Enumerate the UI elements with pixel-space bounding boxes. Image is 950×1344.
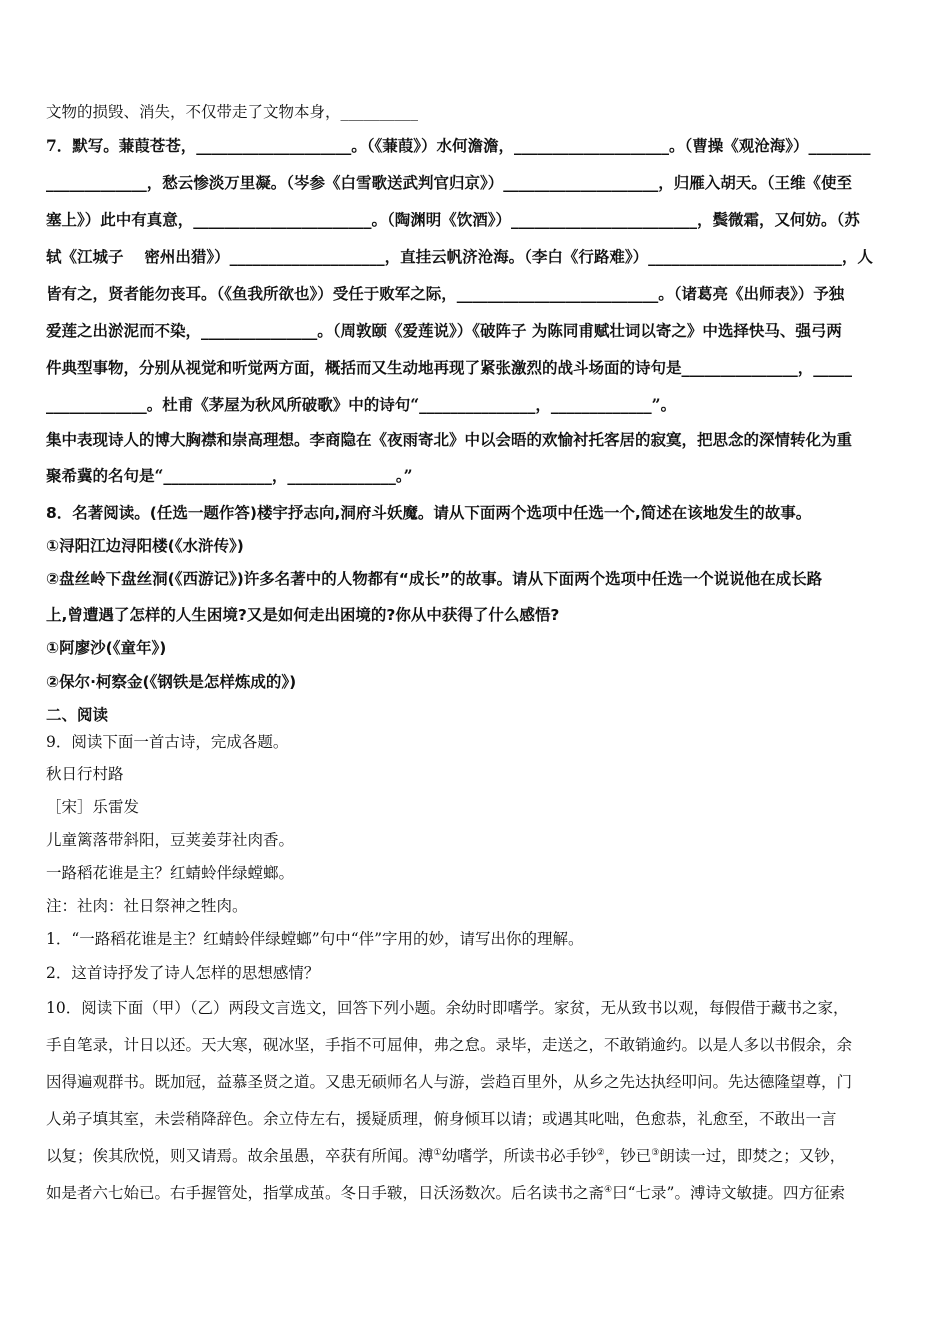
- question-7-line: 集中表现诗人的博大胸襟和崇高理想。李商隐在《夜雨寄北》中以会晤的欢愉衬托客居的寂寞，把思念的深情转化为重: [46, 430, 853, 449]
- question-7-line: 件典型事物，分别从视觉和听觉两方面，概括而又生动地再现了紧张激烈的战斗场面的诗句是_______________，_____: [46, 358, 853, 377]
- question-9-line: 9．阅读下面一首古诗，完成各题。: [46, 733, 289, 751]
- question-7-line: 聚希冀的名句是“______________，______________。”: [46, 466, 413, 485]
- passage-text: 如是者六七始已。右手握管处，指掌成茧。冬日手皲，日沃汤数次。后名读书之斋: [46, 1184, 605, 1202]
- section-heading: 二、阅读: [46, 706, 109, 724]
- passage-line: 因得遍观群书。既加冠，益慕圣贤之道。又患无硕师名人与游，尝趋百里外，从乡之先达执经叩问。先达德隆望尊，门: [46, 1073, 853, 1091]
- passage-text: 曰“七录”。溥诗文敏捷。四方征索: [612, 1184, 845, 1202]
- footnote-mark: ①: [433, 1147, 442, 1158]
- question-7-line: _____________。杜甫《茅屋为秋风所破歌》中的诗句“_______________，_____________”。: [46, 395, 677, 414]
- question-8-line: 上,曾遭遇了怎样的人生困境?又是如何走出困境的?你从中获得了什么感悟?: [46, 606, 560, 624]
- footnote-mark: ④: [604, 1184, 613, 1195]
- footnote-mark: ③: [651, 1147, 660, 1158]
- text-line: 文物的损毁、消失，不仅带走了文物本身，__________: [46, 103, 419, 121]
- question-8-option: ①浔阳江边浔阳楼(《水浒传》): [46, 537, 244, 555]
- poem-title: 秋日行村路: [46, 765, 124, 783]
- question-10-line: 10．阅读下面（甲）（乙）两段文言选文，回答下列小题。余幼时即嗜学。家贫，无从致书以观，每假借于藏书之家，: [46, 999, 849, 1017]
- question-8-line: 8．名著阅读。(任选一题作答)楼宇抒志向,洞府斗妖魔。请从下面两个选项中任选一个,简述在该地发生的故事。: [46, 504, 812, 522]
- question-7-line: 皆有之，贤者能勿丧耳。（《鱼我所欲也》）受任于败军之际，__________________________。（诸葛亮《出师表》）予独: [46, 284, 845, 303]
- passage-line: 人弟子填其室，未尝稍降辞色。余立侍左右，援疑质理，俯身倾耳以请；或遇其叱咄，色愈恭，礼愈至，不敢出一言: [46, 1110, 837, 1128]
- question-9-sub: 2．这首诗抒发了诗人怎样的思想感情？: [46, 964, 320, 982]
- poem-line: 儿童篱落带斜阳，豆荚姜芽社肉香。: [46, 831, 295, 849]
- question-7-line: 7．默写。蒹葭苍苍，____________________。（《蒹葭》）水何澹澹，____________________。（曹操《观沧海》）________: [46, 136, 871, 155]
- question-7-line: 轼《江城子 密州出猎》）____________________，直挂云帆济沧海。（李白《行路难》）_________________________，人: [46, 247, 873, 266]
- passage-text: 幼嗜学，所读书必手钞: [441, 1147, 597, 1165]
- question-7-line: 爱莲之出淤泥而不染，_______________。（周敦颐《爱莲说》）《破阵子 为陈同甫赋壮词以寄之》中选择快马、强弓两: [46, 321, 842, 340]
- passage-line: [46, 1146, 906, 1166]
- question-8-option: ①阿廖沙(《童年》): [46, 639, 167, 657]
- passage-line: 手自笔录，计日以还。天大寒，砚冰坚，手指不可屈伸，弗之怠。录毕，走送之，不敢销逾约。以是人多以书假余，余: [46, 1036, 853, 1054]
- footnote-mark: ②: [596, 1147, 605, 1158]
- poem-note: 注：社肉：社日祭神之牲肉。: [46, 897, 248, 915]
- question-8-option: ②盘丝岭下盘丝洞(《西游记》)许多名著中的人物都有“成长”的故事。请从下面两个选项中任选一个说说他在成长路: [46, 570, 823, 588]
- poem-line: 一路稻花谁是主？红蜻蛉伴绿螳螂。: [46, 864, 295, 882]
- passage-line: [46, 1183, 906, 1203]
- passage-text: 朗读一过，即焚之；又钞，: [659, 1147, 846, 1165]
- question-8-option: ②保尔·柯察金(《钢铁是怎样炼成的》): [46, 673, 297, 691]
- poem-author: ［宋］乐雷发: [46, 798, 140, 816]
- passage-text: ，钞已: [604, 1147, 652, 1165]
- question-9-sub: 1．“一路稻花谁是主？红蜻蛉伴绿螳螂”句中“伴”字用的妙，请写出你的理解。: [46, 930, 584, 948]
- question-7-line: 塞上》）此中有真意，_______________________。（陶渊明《饮酒》）________________________，鬓微霜，又何妨。（苏: [46, 210, 860, 229]
- question-7-line: _____________，愁云惨淡万里凝。（岑参《白雪歌送武判官归京》）____________________，归雁入胡天。（王维《使至: [46, 173, 853, 192]
- passage-text: 以复；俟其欣悦，则又请焉。故余虽愚，卒获有所闻。溥: [46, 1147, 434, 1165]
